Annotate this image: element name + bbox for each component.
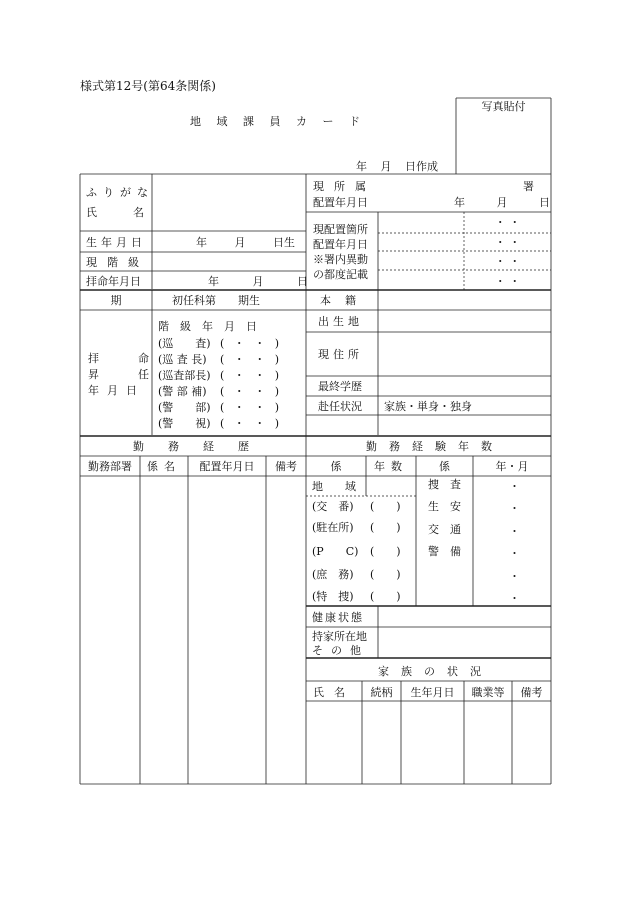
exp-dot-3: ・ [509, 525, 520, 538]
rank-label: 現階級 [86, 256, 149, 269]
rank-date-5: ( ・ ・ ) [220, 401, 280, 414]
current-post-date-label: 配置年月日 [313, 238, 368, 251]
appointment-date-label: 拝命年月日 [86, 275, 141, 288]
rank-junsabucho: (巡査部長) [158, 369, 211, 382]
exp-paren-4: ( ) [370, 568, 401, 581]
appointment-date-value: 年 月 日 [208, 275, 308, 288]
period-value: 初任科第 期生 [172, 294, 260, 307]
exp-row-pc: (P C) [312, 545, 359, 558]
period-label: 期 [110, 294, 122, 307]
rank-keishi: (警 視) [158, 417, 211, 430]
posting-value: 家族・単身・独身 [384, 400, 472, 413]
exp-row-koban: (交 番) [312, 500, 354, 513]
exp-col-years: 年数 [374, 460, 408, 473]
exp-col-section: 係 [330, 460, 342, 473]
post-date-dots-2: ・ ・ [494, 236, 521, 249]
assign-date-label: 配置年月日 [313, 196, 368, 209]
rank-date-2: ( ・ ・ ) [220, 353, 280, 366]
rank-date-1: ( ・ ・ ) [220, 337, 280, 350]
current-post-label: 現配置箇所 [313, 223, 368, 236]
exp-row-shomu: (庶 務) [312, 568, 354, 581]
exp-row-tokuso: (特 捜) [312, 590, 354, 603]
family-col-birthdate: 生年月日 [410, 686, 455, 699]
promotion-side-label-3: 年月日 [88, 384, 145, 397]
exp-row-kotsu: 交 通 [428, 523, 461, 536]
post-date-dots-1: ・ ・ [494, 216, 521, 229]
photo-placeholder-label: 写真貼付 [481, 100, 526, 113]
exp-dot-6: ・ [509, 592, 520, 605]
exp-col-year-month: 年・月 [495, 460, 529, 473]
exp-paren-2: ( ) [370, 521, 401, 534]
rank-keibu: (警 部) [158, 401, 211, 414]
birth-date-value: 年 月 日生 [196, 236, 295, 249]
health-label: 健康状態 [312, 611, 364, 624]
rank-date-3: ( ・ ・ ) [220, 369, 280, 382]
rank-keibuho: (警 部 補) [158, 385, 207, 398]
creation-date: 年 月 日作成 [356, 160, 438, 173]
exp-row-chuzaisho: (駐在所) [312, 521, 354, 534]
birthplace-label: 出生地 [318, 315, 363, 328]
current-unit-label: 現所属 [313, 180, 376, 193]
exp-dot-4: ・ [509, 547, 520, 560]
transfer-note-2: の都度記載 [313, 268, 368, 281]
career-col-notes: 備考 [275, 460, 297, 473]
name-label: 氏名 [86, 206, 180, 219]
transfer-note: ※署内異動 [313, 253, 368, 266]
career-title: 勤務経歴 [133, 440, 273, 453]
post-date-dots-4: ・ ・ [494, 275, 521, 288]
family-col-notes: 備考 [520, 686, 543, 699]
other-label: その他 [312, 644, 369, 657]
form-title: 地 域 課 員 カ ー ド [190, 115, 366, 128]
family-col-occupation: 職業等 [471, 686, 505, 699]
station-suffix: 署 [523, 180, 534, 193]
exp-paren-3: ( ) [370, 545, 401, 558]
education-label: 最終学歴 [318, 380, 362, 393]
promotion-side-label-2: 昇 任 [88, 368, 163, 381]
exp-dot-5: ・ [509, 570, 520, 583]
exp-dot-2: ・ [509, 502, 520, 515]
exp-paren-5: ( ) [370, 590, 401, 603]
assign-date-value: 年 月 日 [454, 196, 550, 209]
honseki-label: 本籍 [320, 294, 370, 307]
rank-junsacho: (巡 査 長) [158, 353, 207, 366]
experience-title: 勤務経験年数 [366, 440, 504, 453]
promotion-side-label-1: 拝 命 [88, 352, 163, 365]
career-col-section: 係名 [147, 460, 181, 473]
family-col-relation: 続柄 [370, 686, 393, 699]
family-col-name: 氏名 [313, 686, 355, 699]
promotion-header: 階 級 年 月 日 [158, 320, 257, 333]
rank-date-4: ( ・ ・ ) [220, 385, 280, 398]
address-label: 現住所 [318, 348, 363, 361]
exp-paren-1: ( ) [370, 500, 401, 513]
posting-label: 赴任状況 [318, 400, 362, 413]
career-col-date: 配置年月日 [199, 460, 255, 473]
post-date-dots-3: ・ ・ [494, 255, 521, 268]
career-col-dept: 勤務部署 [88, 460, 132, 473]
exp-dot-1: ・ [509, 480, 520, 493]
birth-date-label: 生年月日 [86, 236, 146, 249]
exp-row-seian: 生 安 [428, 500, 461, 513]
rank-junsa: (巡 査) [158, 337, 211, 350]
furigana-label: ふりがな [86, 186, 154, 199]
exp-row-sosa: 捜 査 [428, 478, 461, 491]
exp-row-chiiki: 地 域 [312, 480, 356, 493]
exp-row-keibi: 警 備 [428, 545, 461, 558]
rank-date-6: ( ・ ・ ) [220, 417, 280, 430]
exp-col-section-2: 係 [439, 460, 450, 473]
form-number: 様式第12号(第64条関係) [80, 79, 216, 93]
family-title: 家族の状況 [378, 665, 493, 678]
house-label: 持家所在地 [312, 630, 367, 643]
